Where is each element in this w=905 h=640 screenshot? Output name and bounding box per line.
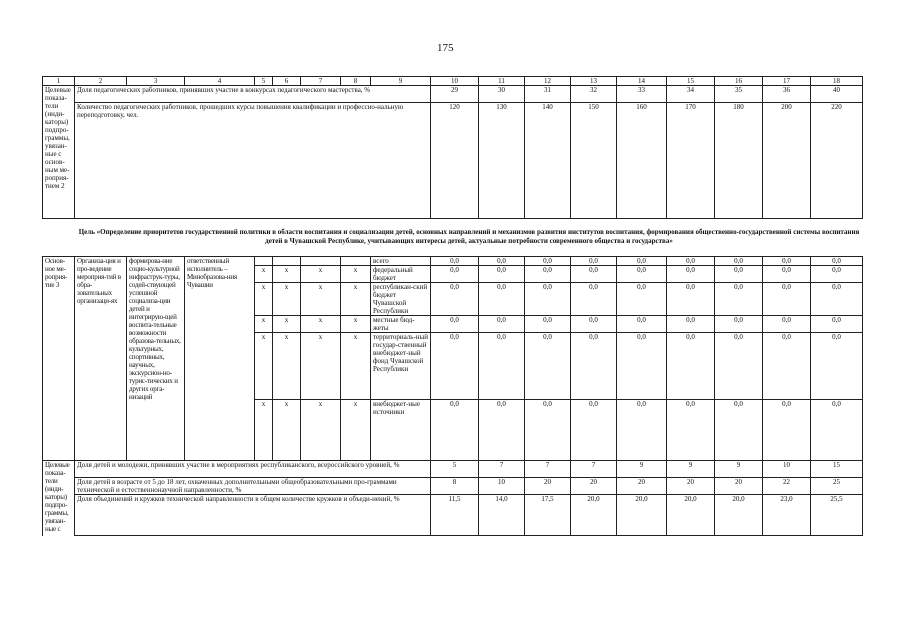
value-cell: 10 xyxy=(479,478,525,495)
value-cell: 0,0 xyxy=(525,266,571,283)
x-mark: x xyxy=(301,333,341,400)
value-cell: 20,0 xyxy=(617,495,667,536)
source-name: республикан-ский бюджет Чувашской Республики xyxy=(371,283,431,316)
value-cell: 11,5 xyxy=(431,495,479,536)
indicator-row xyxy=(43,478,863,495)
header-row xyxy=(43,77,863,86)
value-cell: 15 xyxy=(811,461,863,478)
header-cell: 4 xyxy=(185,77,255,86)
header-cell: 13 xyxy=(571,77,617,86)
event-name: Организа-ция и про-ведение мероприя-тий в обра-зовательных организаци-ях xyxy=(75,257,127,461)
value-cell: 36 xyxy=(763,86,811,103)
event-description: формирова-ние социо-культурной инфраструк-туры, содей-ствующей успешной социализа-ции детей и интегрирую-щей воспита-тельные возможности образова-тельных, культурных, спортивных, научных, экскурсион-но-турис-тических и других орга-низаций xyxy=(127,257,185,461)
header-cell: 17 xyxy=(763,77,811,86)
value-cell: 40 xyxy=(811,86,863,103)
x-mark: x xyxy=(273,400,301,461)
value-cell: 7 xyxy=(479,461,525,478)
value-cell: 0,0 xyxy=(525,316,571,333)
header-cell: 11 xyxy=(479,77,525,86)
value-cell: 20 xyxy=(525,478,571,495)
value-cell: 0,0 xyxy=(715,316,763,333)
indicators-label: Целевые показа-тели (инди-каторы) подпро-граммы, увязан-ные с xyxy=(43,461,75,536)
value-cell: 9 xyxy=(715,461,763,478)
value-cell: 0,0 xyxy=(617,257,667,266)
value-cell: 0,0 xyxy=(763,283,811,316)
indicator-text: Доля объединений и кружков технической направленности в общем количестве кружков и объеди-нений, % xyxy=(75,495,431,536)
indicator-text: Количество педагогических работников, прошедших курсы повышения квалификации и профессио-нальную переподготовку, чел. xyxy=(75,103,431,219)
value-cell: 220 xyxy=(811,103,863,219)
value-cell: 0,0 xyxy=(763,266,811,283)
x-mark: x xyxy=(273,266,301,283)
event-executor: ответственный исполнитель – Минобразова-ния Чувашии xyxy=(185,257,255,461)
value-cell: 0,0 xyxy=(431,316,479,333)
value-cell: 200 xyxy=(763,103,811,219)
value-cell: 0,0 xyxy=(431,257,479,266)
value-cell: 0,0 xyxy=(525,283,571,316)
value-cell: 0,0 xyxy=(617,316,667,333)
x-mark: x xyxy=(255,283,273,316)
value-cell: 0,0 xyxy=(431,333,479,400)
indicator-text: Доля педагогических работников, принявших участие в конкурсах педагогического мастерства, % xyxy=(75,86,431,103)
value-cell: 0,0 xyxy=(431,266,479,283)
x-mark: x xyxy=(273,333,301,400)
value-cell: 32 xyxy=(571,86,617,103)
source-name: территориаль-ный государ-ственный внебюджет-ный фонд Чувашской Республики xyxy=(371,333,431,400)
value-cell: 34 xyxy=(667,86,715,103)
value-cell: 0,0 xyxy=(571,266,617,283)
value-cell: 0,0 xyxy=(571,283,617,316)
header-cell: 10 xyxy=(431,77,479,86)
value-cell: 120 xyxy=(431,103,479,219)
x-mark: x xyxy=(255,266,273,283)
event-label: Основ-ное ме-роприя-тие 3 xyxy=(43,257,75,461)
value-cell: 0,0 xyxy=(715,400,763,461)
header-cell: 9 xyxy=(371,77,431,86)
value-cell: 20 xyxy=(715,478,763,495)
event-table xyxy=(42,256,863,536)
value-cell: 9 xyxy=(617,461,667,478)
value-cell: 20 xyxy=(667,478,715,495)
value-cell: 130 xyxy=(479,103,525,219)
value-cell: 0,0 xyxy=(431,283,479,316)
header-cell: 6 xyxy=(273,77,301,86)
header-cell: 12 xyxy=(525,77,571,86)
header-cell: 2 xyxy=(75,77,127,86)
header-cell: 1 xyxy=(43,77,75,86)
goal-heading: Цель «Определение приоритетов государственной политики в области воспитания и социализации детей, основных направлений и механизмов развития институтов воспитания, формирования общественно-государственной системы воспитания детей в Чувашской Республике, учитывающих интересы детей, актуальные потребности современного общества и государства» xyxy=(78,228,860,245)
value-cell: 0,0 xyxy=(811,257,863,266)
value-cell: 0,0 xyxy=(617,283,667,316)
header-cell: 14 xyxy=(617,77,667,86)
value-cell: 20 xyxy=(617,478,667,495)
value-cell: 0,0 xyxy=(479,333,525,400)
value-cell: 7 xyxy=(571,461,617,478)
value-cell: 0,0 xyxy=(479,400,525,461)
value-cell: 20 xyxy=(571,478,617,495)
value-cell: 0,0 xyxy=(479,316,525,333)
source-name: всего xyxy=(371,257,431,266)
value-cell: 0,0 xyxy=(667,283,715,316)
value-cell: 5 xyxy=(431,461,479,478)
value-cell: 35 xyxy=(715,86,763,103)
indicator-row xyxy=(43,495,863,536)
value-cell: 0,0 xyxy=(525,333,571,400)
value-cell: 9 xyxy=(667,461,715,478)
value-cell: 0,0 xyxy=(571,333,617,400)
value-cell: 0,0 xyxy=(617,400,667,461)
value-cell: 150 xyxy=(571,103,617,219)
indicator-row xyxy=(43,86,863,103)
header-cell: 7 xyxy=(301,77,341,86)
header-cell: 3 xyxy=(127,77,185,86)
value-cell: 17,5 xyxy=(525,495,571,536)
header-cell: 8 xyxy=(341,77,371,86)
value-cell: 23,0 xyxy=(763,495,811,536)
value-cell: 0,0 xyxy=(525,257,571,266)
value-cell: 140 xyxy=(525,103,571,219)
value-cell: 0,0 xyxy=(763,400,811,461)
value-cell: 22 xyxy=(763,478,811,495)
value-cell: 0,0 xyxy=(667,333,715,400)
value-cell: 0,0 xyxy=(667,400,715,461)
value-cell: 170 xyxy=(667,103,715,219)
x-mark: x xyxy=(255,400,273,461)
value-cell: 0,0 xyxy=(811,316,863,333)
header-cell: 15 xyxy=(667,77,715,86)
indicator-text: Доля детей в возрасте от 5 до 18 лет, охваченных дополнительными общеобразовательными про-граммами технической и естественнонаучной направленности, % xyxy=(75,478,431,495)
x-mark: x xyxy=(273,316,301,333)
value-cell: 0,0 xyxy=(571,316,617,333)
value-cell: 7 xyxy=(525,461,571,478)
x-mark: x xyxy=(301,283,341,316)
value-cell: 0,0 xyxy=(811,400,863,461)
value-cell: 25,5 xyxy=(811,495,863,536)
value-cell: 0,0 xyxy=(715,333,763,400)
value-cell: 20,0 xyxy=(715,495,763,536)
value-cell: 20,0 xyxy=(667,495,715,536)
value-cell: 10 xyxy=(763,461,811,478)
value-cell: 33 xyxy=(617,86,667,103)
value-cell: 0,0 xyxy=(571,257,617,266)
value-cell: 0,0 xyxy=(715,257,763,266)
value-cell: 0,0 xyxy=(667,316,715,333)
value-cell: 30 xyxy=(479,86,525,103)
value-cell: 0,0 xyxy=(617,333,667,400)
x-mark: x xyxy=(341,266,371,283)
x-mark: x xyxy=(301,266,341,283)
value-cell: 0,0 xyxy=(617,266,667,283)
value-cell: 0,0 xyxy=(667,257,715,266)
value-cell: 0,0 xyxy=(811,266,863,283)
x-mark: x xyxy=(341,400,371,461)
x-mark: x xyxy=(255,333,273,400)
value-cell: 0,0 xyxy=(667,266,715,283)
value-cell: 0,0 xyxy=(763,333,811,400)
value-cell: 0,0 xyxy=(479,283,525,316)
value-cell: 0,0 xyxy=(479,266,525,283)
page-number: 175 xyxy=(437,42,454,54)
x-mark: x xyxy=(341,333,371,400)
header-cell: 16 xyxy=(715,77,763,86)
indicator-text: Доля детей и молодежи, принявших участие в мероприятиях республиканского, всероссийского уровней, % xyxy=(75,461,431,478)
value-cell: 8 xyxy=(431,478,479,495)
x-mark: x xyxy=(255,316,273,333)
header-cell: 5 xyxy=(255,77,273,86)
value-cell: 0,0 xyxy=(571,400,617,461)
value-cell: 31 xyxy=(525,86,571,103)
source-name: местные бюд-жеты xyxy=(371,316,431,333)
value-cell: 0,0 xyxy=(811,283,863,316)
indicators-label: Целевые показа-тели (инди-каторы) подпро-граммы, увязан-ные с основ-ным ме-роприя-тием 2 xyxy=(43,86,75,219)
value-cell: 25 xyxy=(811,478,863,495)
value-cell: 14,0 xyxy=(479,495,525,536)
x-mark: x xyxy=(341,316,371,333)
x-mark: x xyxy=(273,283,301,316)
value-cell: 0,0 xyxy=(763,257,811,266)
top-table xyxy=(42,76,863,219)
value-cell: 160 xyxy=(617,103,667,219)
value-cell: 0,0 xyxy=(479,257,525,266)
value-cell: 0,0 xyxy=(431,400,479,461)
value-cell: 0,0 xyxy=(715,266,763,283)
header-cell: 18 xyxy=(811,77,863,86)
funding-row xyxy=(43,257,863,266)
x-mark: x xyxy=(301,400,341,461)
value-cell: 180 xyxy=(715,103,763,219)
x-mark: x xyxy=(341,283,371,316)
source-name: внебюджет-ные источники xyxy=(371,400,431,461)
x-mark: x xyxy=(301,316,341,333)
value-cell: 20,0 xyxy=(571,495,617,536)
value-cell: 0,0 xyxy=(763,316,811,333)
source-name: федеральный бюджет xyxy=(371,266,431,283)
indicator-row xyxy=(43,461,863,478)
value-cell: 29 xyxy=(431,86,479,103)
value-cell: 0,0 xyxy=(715,283,763,316)
value-cell: 0,0 xyxy=(525,400,571,461)
indicator-row xyxy=(43,103,863,219)
value-cell: 0,0 xyxy=(811,333,863,400)
